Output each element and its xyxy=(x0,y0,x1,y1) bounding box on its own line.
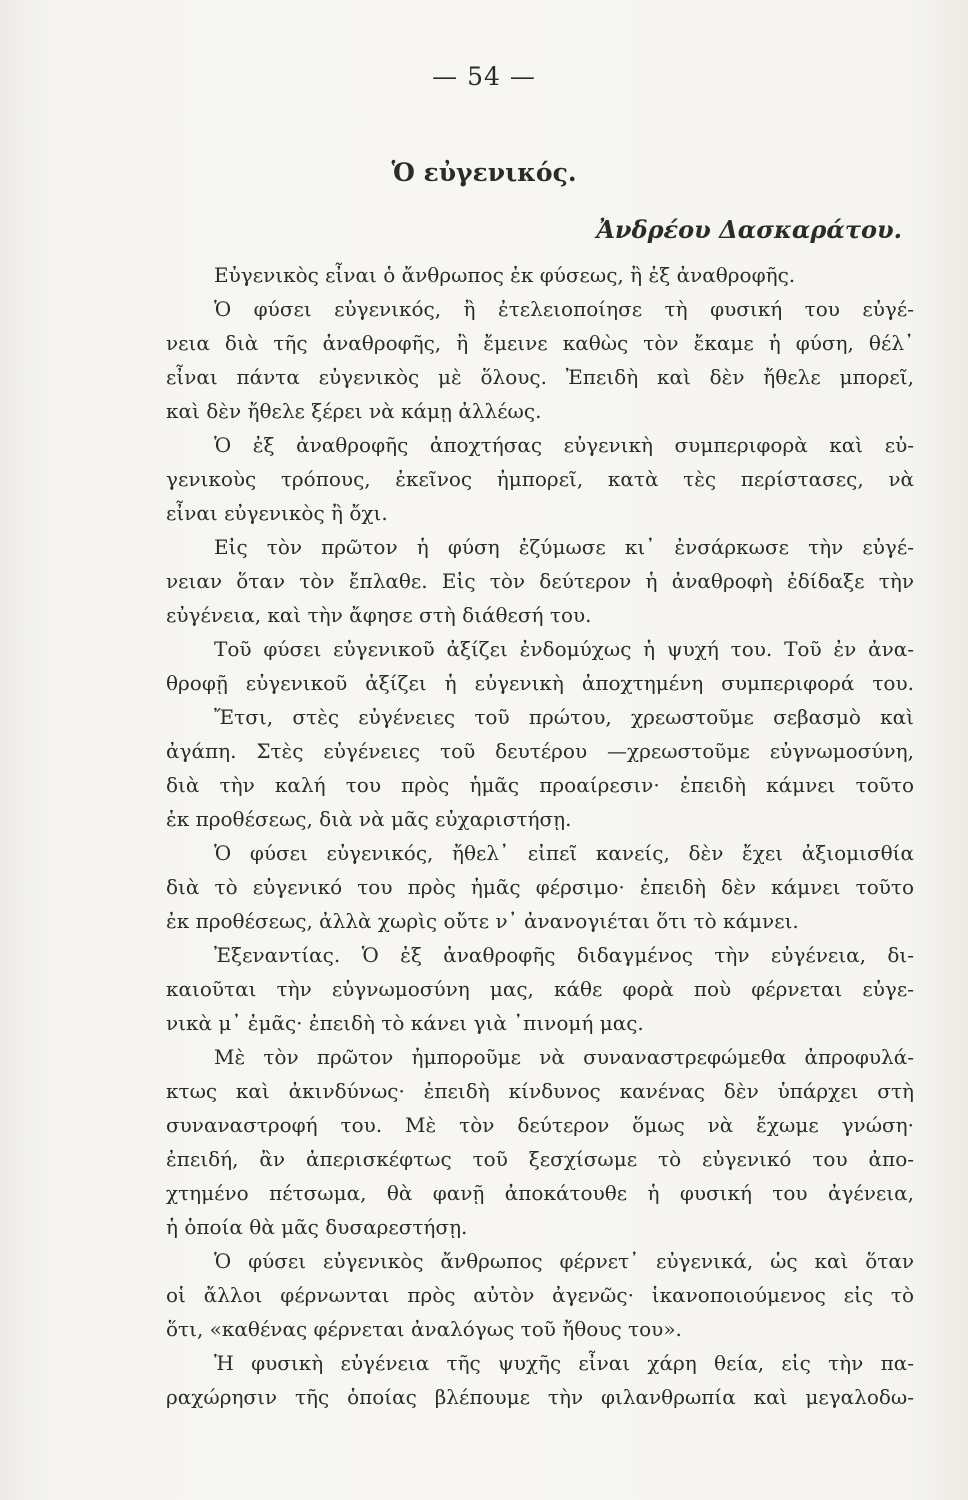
text-line: Ὁ φύσει εὐγενικός, ἤθελ᾽ εἰπεῖ κανείς, δὲν ἔχει ἀξιομισθία xyxy=(214,841,914,865)
article-title: Ὁ εὐγενικός. xyxy=(391,158,577,187)
text-line: νειαν ὅταν τὸν ἔπλαθε. Εἰς τὸν δεύτερον ἡ ἀναθροφὴ ἐδίδαξε τὴν xyxy=(166,569,914,593)
page-number: — 54 — xyxy=(432,62,536,91)
text-line: ἐκ προθέσεως, διὰ νὰ μᾶς εὐχαριστήσῃ. xyxy=(166,807,572,831)
text-line: Ἔτσι, στὲς εὐγένειες τοῦ πρώτου, χρεωστοῦμε σεβασμὸ καὶ xyxy=(214,705,914,729)
text-line: ἀγάπη. Στὲς εὐγένειες τοῦ δευτέρου —χρεωστοῦμε εὐγνωμοσύνη, xyxy=(166,739,914,763)
text-line: νικὰ μ᾽ ἐμᾶς· ἐπειδὴ τὸ κάνει γιὰ ᾽πινομή μας. xyxy=(166,1011,644,1035)
text-line: ἐκ προθέσεως, ἀλλὰ χωρὶς οὔτε ν᾽ ἀνανογιέται ὅτι τὸ κάμνει. xyxy=(166,909,799,933)
text-line: Τοῦ φύσει εὐγενικοῦ ἀξίζει ἐνδομύχως ἡ ψυχή του. Τοῦ ἐν ἀνα- xyxy=(214,637,914,661)
text-line: καιοῦται τὴν εὐγνωμοσύνη μας, κάθε φορὰ ποὺ φέρνεται εὐγε- xyxy=(166,977,914,1001)
text-line: καὶ δὲν ἤθελε ξέρει νὰ κάμῃ ἀλλέως. xyxy=(166,399,542,423)
text-line: Εὐγενικὸς εἶναι ὁ ἄνθρωπος ἐκ φύσεως, ἢ ἐξ ἀναθροφῆς. xyxy=(214,263,796,287)
text-line: Εἰς τὸν πρῶτον ἡ φύση ἐζύμωσε κι᾽ ἐνσάρκωσε τὴν εὐγέ- xyxy=(214,535,914,559)
text-line: Ὁ ἐξ ἀναθροφῆς ἀποχτήσας εὐγενικὴ συμπεριφορὰ καὶ εὐ- xyxy=(214,433,914,457)
text-line: οἱ ἄλλοι φέρνωνται πρὸς αὐτὸν ἀγενῶς· ἱκανοποιούμενος εἰς τὸ xyxy=(166,1283,914,1307)
text-line: διὰ τὴν καλή του πρὸς ἡμᾶς προαίρεσιν· ἐπειδὴ κάμνει τοῦτο xyxy=(166,773,914,797)
text-line: Ὁ φύσει εὐγενικός, ἢ ἐτελειοποίησε τὴ φυσική του εὐγέ- xyxy=(214,297,914,321)
text-line: Μὲ τὸν πρῶτον ἠμποροῦμε νὰ συναναστρεφώμεθα ἀπροφυλά- xyxy=(214,1045,914,1069)
text-line: συναναστροφή του. Μὲ τὸν δεύτερον ὅμως νὰ ἔχωμε γνώση· xyxy=(166,1113,914,1137)
text-line: εὐγένεια, καὶ τὴν ἄφησε στὴ διάθεσή του. xyxy=(166,603,592,627)
text-line: ὅτι, «καθένας φέρνεται ἀναλόγως τοῦ ἤθους του». xyxy=(166,1317,682,1341)
text-line: ραχώρησιν τῆς ὁποίας βλέπουμε τὴν φιλανθρωπία καὶ μεγαλοδω- xyxy=(166,1385,914,1409)
text-line: διὰ τὸ εὐγενικό του πρὸς ἡμᾶς φέρσιμο· ἐπειδὴ δὲν κάμνει τοῦτο xyxy=(166,875,914,899)
text-line: ἐπειδή, ἂν ἀπερισκέφτως τοῦ ξεσχίσωμε τὸ εὐγενικό του ἀπο- xyxy=(166,1147,914,1171)
text-line: εἶναι πάντα εὐγενικὸς μὲ ὅλους. Ἐπειδὴ καὶ δὲν ἤθελε μπορεῖ, xyxy=(166,365,914,389)
text-line: Ὁ φύσει εὐγενικὸς ἄνθρωπος φέρνετ᾽ εὐγενικά, ὡς καὶ ὅταν xyxy=(214,1249,914,1273)
text-line: εἶναι εὐγενικὸς ἢ ὄχι. xyxy=(166,501,388,525)
text-line: γενικοὺς τρόπους, ἐκεῖνος ἠμπορεῖ, κατὰ τὲς περίστασες, νὰ xyxy=(166,467,914,491)
article-author: Ἀνδρέου Δασκαράτου. xyxy=(596,215,902,244)
text-line: ἡ ὁποία θὰ μᾶς δυσαρεστήσῃ. xyxy=(166,1215,468,1239)
article-body xyxy=(166,258,914,1414)
text-line: θροφῇ εὐγενικοῦ ἀξίζει ἡ εὐγενικὴ ἀποχτημένη συμπεριφορά του. xyxy=(166,671,914,695)
text-line: Ἐξεναντίας. Ὁ ἐξ ἀναθροφῆς διδαγμένος τὴν εὐγένεια, δι- xyxy=(214,943,914,967)
text-line: νεια διὰ τῆς ἀναθροφῆς, ἢ ἔμεινε καθὼς τὸν ἔκαμε ἡ φύση, θέλ᾽ xyxy=(166,331,914,355)
text-line: Ἡ φυσικὴ εὐγένεια τῆς ψυχῆς εἶναι χάρη θεία, εἰς τὴν πα- xyxy=(214,1351,914,1375)
text-line: χτημένο πέτσωμα, θὰ φανῇ ἀποκάτουθε ἡ φυσική του ἀγένεια, xyxy=(166,1181,914,1205)
text-line: κτως καὶ ἀκινδύνως· ἐπειδὴ κίνδυνος κανένας δὲν ὑπάρχει στὴ xyxy=(166,1079,914,1103)
